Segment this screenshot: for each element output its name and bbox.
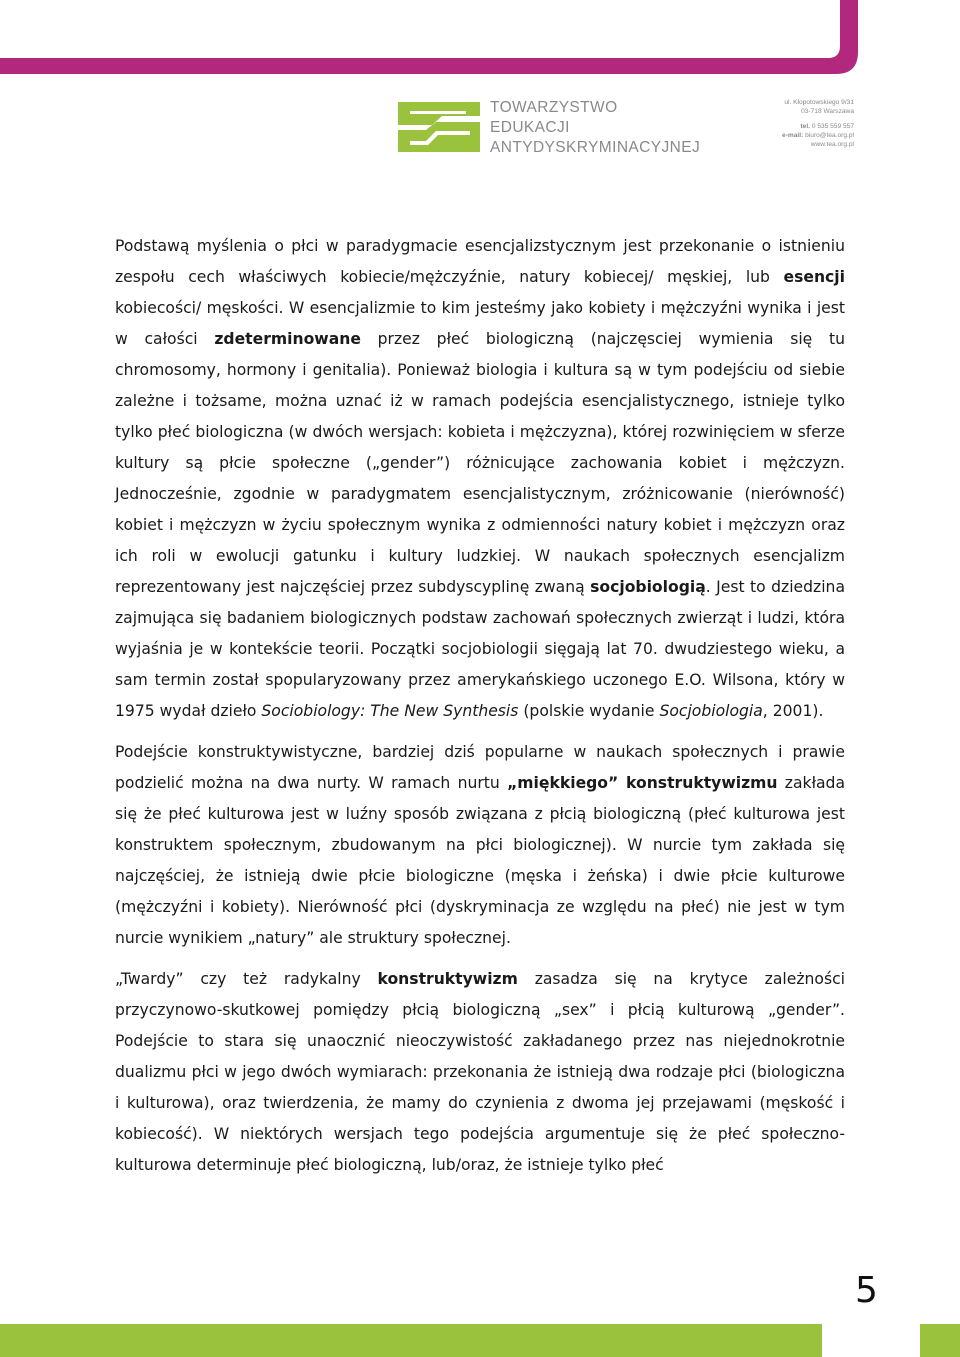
text-run: kobiecości/ męskości. W esencjalizmie to kim jesteśmy jako kobiety i mężczyźni wynika i jest w całości: [115, 299, 845, 348]
text-run: Podstawą myślenia o płci w paradygmacie esencjalizstycznym jest przekonanie o istnieniu zespołu cech właściwych kobiecie/mężczyźnie, natury kobiecej/ męskiej, lub: [115, 237, 845, 286]
text-run: , 2001).: [762, 702, 824, 720]
text-run: przez płeć biologiczną (najczęsciej wymienia się tu chromosomy, hormony i genitalia). Ponieważ biologia i kultura są w tym podejściu od siebie zależne i tożsame, można uznać iż w ramach podejścia esencjalistycznego, istnieje tylko tylko płeć biologiczna (w dwóch wersjach: kobieta i mężczyzna), której rozwinięciem w sferze kultury są płcie społeczne („gender”) różnicujące zachowania kobiet i mężczyzn. Jednocześnie, zgodnie w paradygmatem esencjalistycznym, zróżnicowanie (nierówność) kobiet i mężczyzn w życiu społecznym wynika z odmienności natury kobiet i mężczyzn oraz ich roli w ewolucji gatunku i kultury ludzkiej. W naukach społecznych esencjalizm reprezentowany jest najczęściej przez subdyscyplinę zwaną: [115, 330, 845, 596]
footer-bar-right: [920, 1324, 960, 1357]
text-run: (polskie wydanie: [518, 702, 660, 720]
paragraph-essentialism: [115, 231, 845, 727]
logo-line-2: EDUKACJI: [490, 119, 570, 136]
page-number: 5: [855, 1270, 878, 1311]
bold-term: „miękkiego” konstruktywizmu: [507, 774, 778, 792]
bold-term: zdeterminowane: [214, 330, 361, 348]
contact-website[interactable]: www.tea.org.pl: [810, 140, 854, 148]
logo-line-1: TOWARZYSTWO: [490, 99, 618, 116]
paragraph-hard-constructivism: [115, 964, 845, 1181]
organization-name: [490, 98, 700, 158]
contact-phone-value: 0 535 559 557: [811, 123, 854, 131]
contact-email-label: e-mail:: [782, 132, 804, 140]
text-run: Podejście konstruktywistyczne, bardziej dziś popularne w naukach społecznych i prawie podzielić można na dwa nurty. W ramach nurtu: [115, 743, 845, 792]
contact-phone-label: tel.: [800, 123, 810, 131]
contact-phone: [752, 123, 854, 132]
bold-term: socjobiologią: [590, 578, 706, 596]
bold-term: esencji: [783, 268, 845, 286]
contact-street: ul. Kłopotowskiego 9/31: [784, 99, 854, 106]
logo-line-3: ANTYDYSKRYMINACYJNEJ: [490, 139, 701, 156]
text-run: „Twardy” czy też radykalny: [115, 970, 378, 988]
text-run: zasadza się na krytyce zależności przyczynowo-skutkowej pomiędzy płcią biologiczną „sex” i płcią kulturową „gender”. Podejście to stara się unaocznić nieoczywistość zakładanego przez nas niejednokrotnie dualizmu płci w jego dwóch wymiarach: przekonania że istnieją dwa rodzaje płci (biologiczna i kulturowa), oraz twierdzenia, że mamy do czynienia z dwoma jej przejawami (męskość i kobiecość). W niektórych wersjach tego podejścia argumentuje się że płeć społeczno-kulturowa determinuje płeć biologiczną, lub/oraz, że istnieje tylko płeć: [115, 970, 845, 1174]
text-run: zakłada się że płeć kulturowa jest w luźny sposób związana z płcią biologiczną (płeć kulturowa jest konstruktem społecznym, zbudowanym na płci biologicznej). W nurcie tym zakłada się najczęściej, że istnieją dwie płcie biologiczne (męska i żeńska) i dwie płcie kulturowe (mężczyźni i kobiety). Nierówność płci (dyskryminacja ze względu na płeć) nie jest w tym nurcie wynikiem „natury” ale struktury społecznej.: [115, 774, 846, 947]
document-body: [115, 231, 845, 1191]
contact-city: 03-718 Warszawa: [801, 107, 854, 115]
italic-title: Socjobiologia: [659, 702, 763, 720]
bold-term: konstruktywizm: [377, 970, 518, 988]
footer-bar-left: [0, 1324, 822, 1357]
tea-logo-icon: [396, 100, 484, 154]
contact-block: [752, 99, 854, 150]
contact-email-value[interactable]: biuro@tea.org.pl: [805, 132, 854, 140]
paragraph-soft-constructivism: [115, 737, 845, 954]
italic-title: Sociobiology: The New Synthesis: [261, 702, 519, 720]
contact-email: [752, 132, 854, 141]
text-run: . Jest to dziedzina zajmująca się badaniem biologicznych podstaw zachowań społecznych zwierząt i ludzi, która wyjaśnia je w kontekście teorii. Początki socjobiologii sięgają lat 70. dwudziestego wieku, a sam termin został spopularyzowany przez amerykańskiego uczonego E.O. Wilsona, który w 1975 wydał dzieło: [115, 578, 845, 720]
